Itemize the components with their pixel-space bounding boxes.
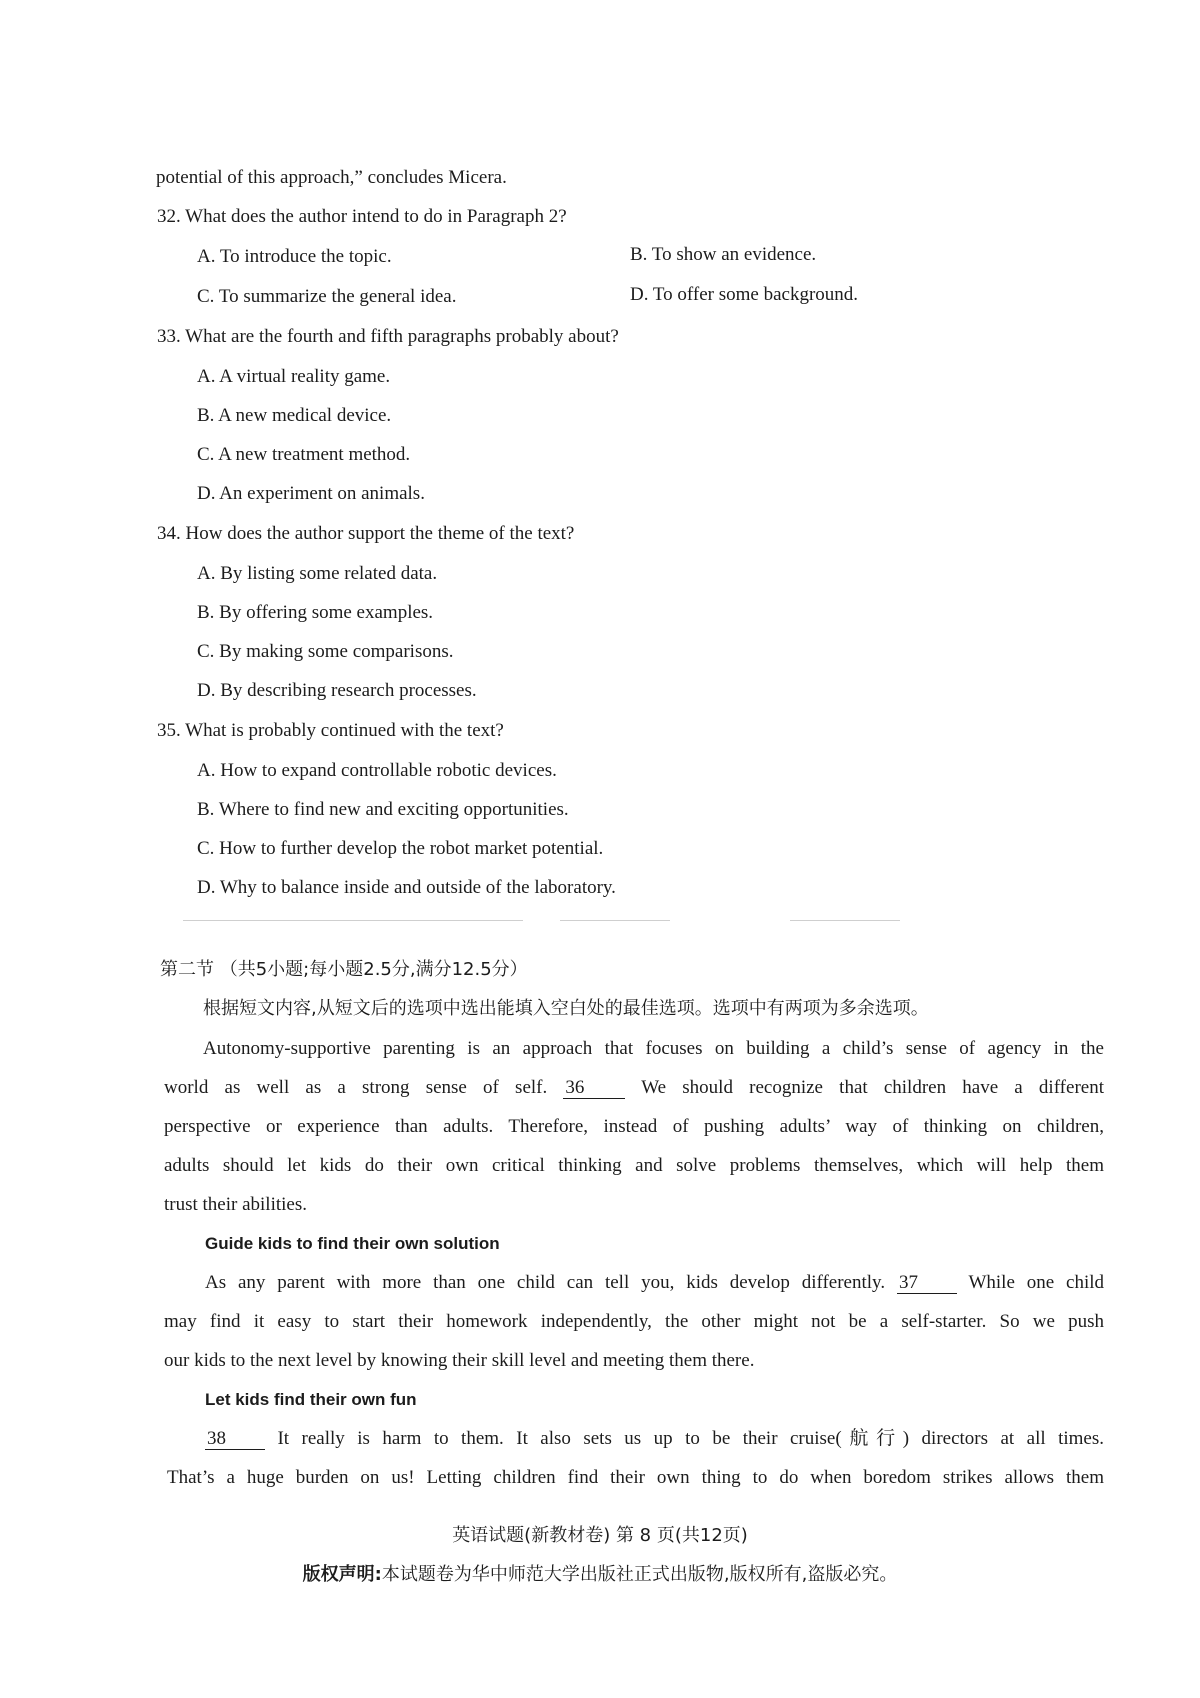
passage-p1-line-2 [164,1076,1104,1100]
section-2-instruction: 根据短文内容,从短文后的选项中选出能填入空白处的最佳选项。选项中有两项为多余选项。 [203,998,929,1019]
page-footer: 英语试题(新教材卷) 第 8 页(共12页) [452,1525,748,1546]
passage-p1-line-3: perspective or experience than adults. Therefore, instead of pushing adults’ way of thinking on children, [164,1116,1104,1137]
question-34-option-a: A. By listing some related data. [197,563,438,584]
passage-p2-line-1 [205,1271,1104,1295]
section-2-heading: 第二节 （共5小题;每小题2.5分,满分12.5分） [160,959,528,980]
question-35-option-c: C. How to further develop the robot market potential. [197,838,604,859]
passage-p2-line-3: our kids to the next level by knowing their skill level and meeting them there. [164,1350,755,1371]
copyright-notice [0,1563,1200,1587]
passage-p3-line-2: That’s a huge burden on us! Letting children find their own thing to do when boredom strikes allows them [167,1467,1104,1488]
question-35-option-d: D. Why to balance inside and outside of the laboratory. [197,877,616,898]
question-34-stem: 34. How does the author support the theme of the text? [157,523,575,544]
passage-p1-line-4: adults should let kids do their own critical thinking and solve problems themselves, which will help them [164,1155,1104,1176]
copyright-text: 本试题卷为华中师范大学出版社正式出版物,版权所有,盗版必究。 [381,1564,898,1585]
blank-38[interactable]: 38 [205,1429,265,1450]
passage-p2-line-2: may find it easy to start their homework independently, the other might not be a self-starter. So we push [164,1311,1104,1332]
question-33-stem: 33. What are the fourth and fifth paragraphs probably about? [157,326,619,347]
question-34-option-b: B. By offering some examples. [197,602,434,623]
scan-artifact-line [790,920,900,921]
scan-artifact-line [183,920,523,921]
subheading-let-kids: Let kids find their own fun [205,1390,417,1409]
passage-p3-line-1-after: It really is harm to them. It also sets us up to be their cruise(航行) directors at all times. [277,1428,1104,1449]
passage-p3-line-1 [205,1427,1104,1451]
scan-artifact-line [560,920,670,921]
question-32-option-d: D. To offer some background. [630,284,859,305]
question-34-option-c: C. By making some comparisons. [197,641,454,662]
question-33-option-b: B. A new medical device. [197,405,392,426]
intro-tail: potential of this approach,” concludes Micera. [156,167,507,188]
question-35-option-b: B. Where to find new and exciting opportunities. [197,799,569,820]
question-35-option-a: A. How to expand controllable robotic devices. [197,760,557,781]
question-32-option-a: A. To introduce the topic. [197,246,392,267]
question-32-stem: 32. What does the author intend to do in Paragraph 2? [157,206,567,227]
question-35-stem: 35. What is probably continued with the text? [157,720,504,741]
question-32-option-b: B. To show an evidence. [630,244,817,265]
question-33-option-d: D. An experiment on animals. [197,483,425,504]
passage-p1-line-1: Autonomy-supportive parenting is an approach that focuses on building a child’s sense of agency in the [203,1038,1104,1059]
question-32-option-c: C. To summarize the general idea. [197,286,457,307]
passage-p1-line-2-before: world as well as a strong sense of self. [164,1077,548,1098]
blank-36[interactable]: 36 [563,1078,625,1099]
subheading-guide-kids: Guide kids to find their own solution [205,1234,500,1253]
passage-p1-line-5: trust their abilities. [164,1194,308,1215]
blank-37[interactable]: 37 [897,1273,957,1294]
question-33-option-a: A. A virtual reality game. [197,366,391,387]
passage-p2-line-1-before: As any parent with more than one child can tell you, kids develop differently. [205,1272,886,1293]
copyright-label: 版权声明: [302,1564,382,1585]
question-33-option-c: C. A new treatment method. [197,444,411,465]
question-34-option-d: D. By describing research processes. [197,680,477,701]
passage-p1-line-2-after: We should recognize that children have a different [641,1077,1104,1098]
passage-p2-line-1-after: While one child [968,1272,1104,1293]
